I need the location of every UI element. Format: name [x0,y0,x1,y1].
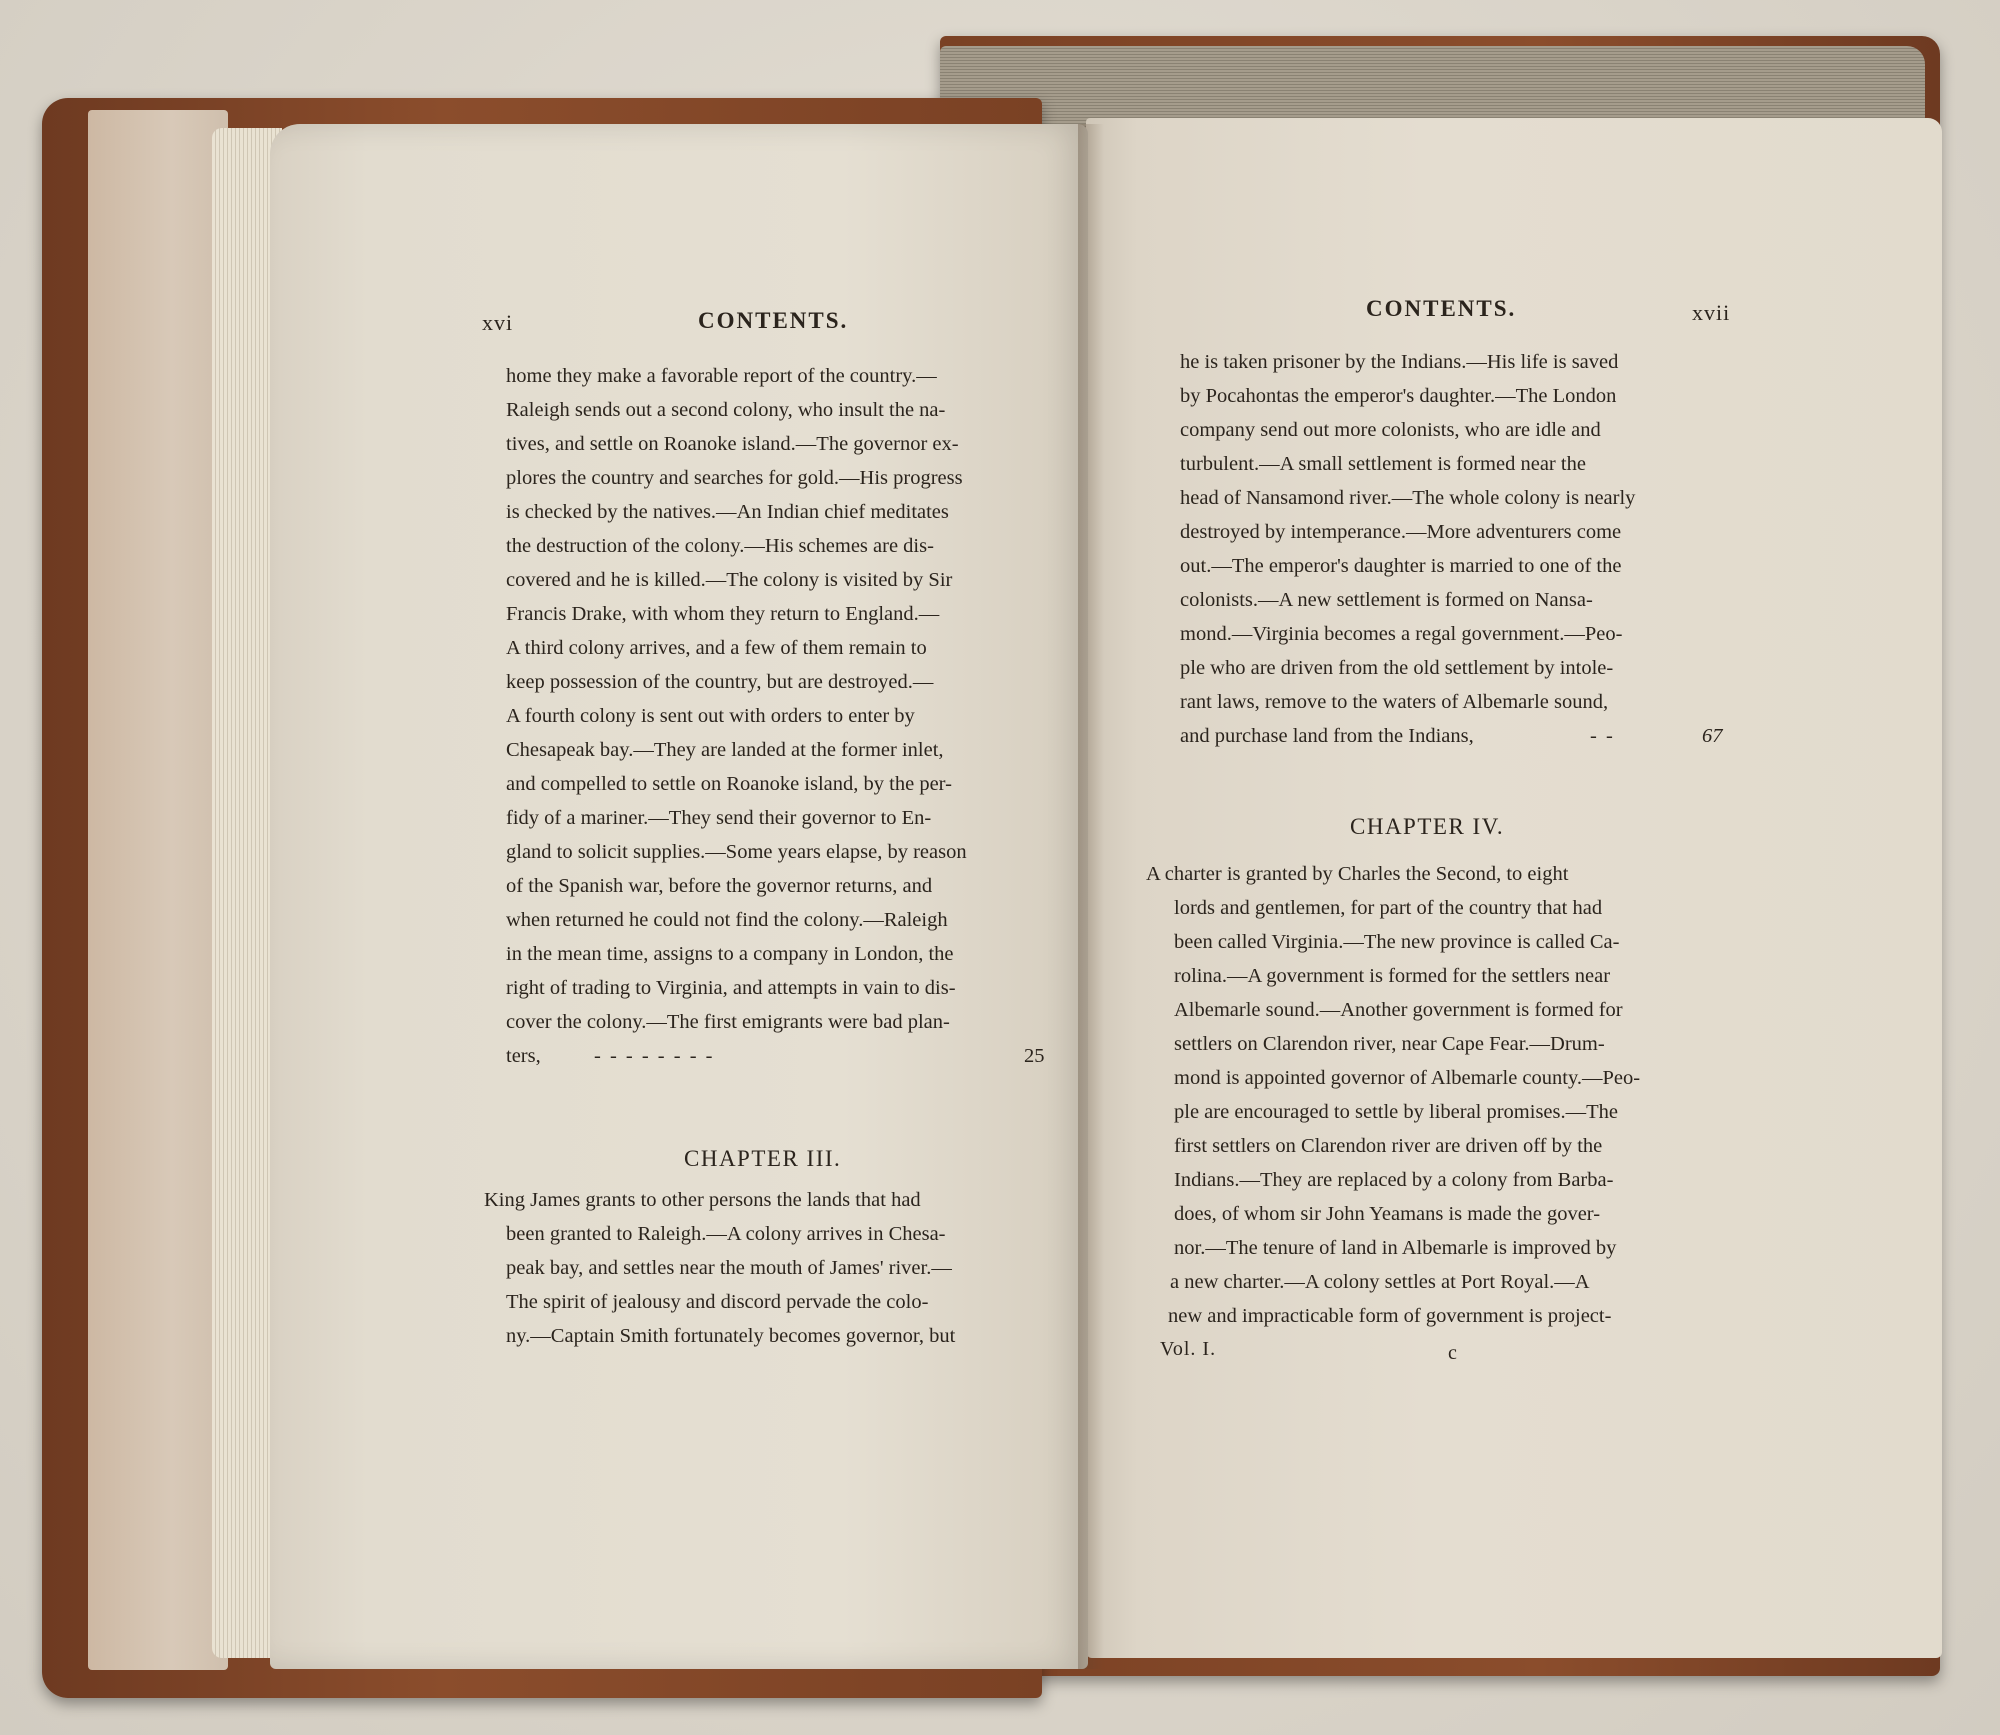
volume-signature: Vol. I. [1160,1338,1217,1360]
section-page-number: 67 [1702,725,1723,747]
text-line: of the Spanish war, before the governor returns, and [506,875,933,897]
right-page-number: xvii [1692,300,1731,325]
right-page [1086,118,1942,1658]
text-line: Francis Drake, with whom they return to England.— [506,603,940,625]
text-line: covered and he is killed.—The colony is visited by Sir [506,569,953,591]
text-line: keep possession of the country, but are destroyed.— [506,671,934,693]
text-line: colonists.—A new settlement is formed on Nansa- [1180,589,1593,611]
text-line: peak bay, and settles near the mouth of James' river.— [506,1257,952,1279]
text-line: Raleigh sends out a second colony, who insult the na- [506,399,946,421]
text-line: ters, [506,1045,541,1067]
text-line: rolina.—A government is formed for the settlers near [1174,965,1611,987]
right-running-head: CONTENTS. [1366,296,1517,321]
text-line: The spirit of jealousy and discord pervade the colo- [506,1291,929,1313]
text-line: he is taken prisoner by the Indians.—His life is saved [1180,351,1619,373]
text-line: right of trading to Virginia, and attempts in vain to dis- [506,977,956,999]
dot-leaders: - - - - - - - - [594,1045,715,1067]
text-line: rant laws, remove to the waters of Albemarle sound, [1180,691,1609,713]
text-line: out.—The emperor's daughter is married to one of the [1180,555,1622,577]
text-line: A charter is granted by Charles the Second, to eight [1146,863,1569,885]
text-line: in the mean time, assigns to a company in London, the [506,943,954,965]
section-page-number: 25 [1024,1045,1045,1067]
text-line: Chesapeak bay.—They are landed at the former inlet, [506,739,944,761]
left-page-number: xvi [482,310,514,335]
text-line: home they make a favorable report of the country.— [506,365,937,387]
text-line: a new charter.—A colony settles at Port Royal.—A [1170,1271,1590,1293]
text-line: ny.—Captain Smith fortunately becomes governor, but [506,1325,956,1347]
left-endpaper [88,110,228,1670]
text-line: and compelled to settle on Roanoke island, by the per- [506,773,952,795]
text-line: A third colony arrives, and a few of them remain to [506,637,927,659]
text-line: nor.—The tenure of land in Albemarle is improved by [1174,1237,1617,1259]
dot-leaders: - - [1590,725,1615,747]
text-line: been granted to Raleigh.—A colony arrives in Chesa- [506,1223,946,1245]
chapter-heading: CHAPTER III. [684,1146,842,1171]
text-line: company send out more colonists, who are idle and [1180,419,1601,441]
text-line: settlers on Clarendon river, near Cape Fear.—Drum- [1174,1033,1605,1055]
text-line: is checked by the natives.—An Indian chief meditates [506,501,949,523]
text-line: ple who are driven from the old settlement by intole- [1180,657,1614,679]
text-line: been called Virginia.—The new province is called Ca- [1174,931,1620,953]
text-line: cover the colony.—The first emigrants were bad plan- [506,1011,950,1033]
text-line: King James grants to other persons the lands that had [484,1189,921,1211]
text-line: tives, and settle on Roanoke island.—The governor ex- [506,433,959,455]
text-line: A fourth colony is sent out with orders to enter by [506,705,915,727]
text-line: fidy of a mariner.—They send their governor to En- [506,807,932,829]
text-line: head of Nansamond river.—The whole colony is nearly [1180,487,1636,509]
text-line: Albemarle sound.—Another government is formed for [1174,999,1623,1021]
text-line: destroyed by intemperance.—More adventurers come [1180,521,1622,543]
gutter-shadow [1078,124,1104,1669]
text-line: lords and gentlemen, for part of the country that had [1174,897,1603,919]
text-line: new and impracticable form of government is project- [1168,1305,1612,1327]
text-line: and purchase land from the Indians, [1180,725,1474,747]
left-running-head: CONTENTS. [698,308,849,333]
text-line: when returned he could not find the colony.—Raleigh [506,909,948,931]
text-line: mond is appointed governor of Albemarle county.—Peo- [1174,1067,1641,1089]
text-line: Indians.—They are replaced by a colony from Barba- [1174,1169,1614,1191]
text-line: by Pocahontas the emperor's daughter.—The London [1180,385,1617,407]
signature-mark: c [1448,1342,1458,1364]
text-line: turbulent.—A small settlement is formed near the [1180,453,1586,475]
text-line: the destruction of the colony.—His schemes are dis- [506,535,934,557]
text-line: plores the country and searches for gold.—His progress [506,467,963,489]
text-line: mond.—Virginia becomes a regal government.—Peo- [1180,623,1623,645]
text-line: ple are encouraged to settle by liberal promises.—The [1174,1101,1619,1123]
text-line: does, of whom sir John Yeamans is made the gover- [1174,1203,1601,1225]
text-line: first settlers on Clarendon river are driven off by the [1174,1135,1603,1157]
chapter-heading: CHAPTER IV. [1350,814,1505,839]
text-line: gland to solicit supplies.—Some years elapse, by reason [506,841,967,863]
